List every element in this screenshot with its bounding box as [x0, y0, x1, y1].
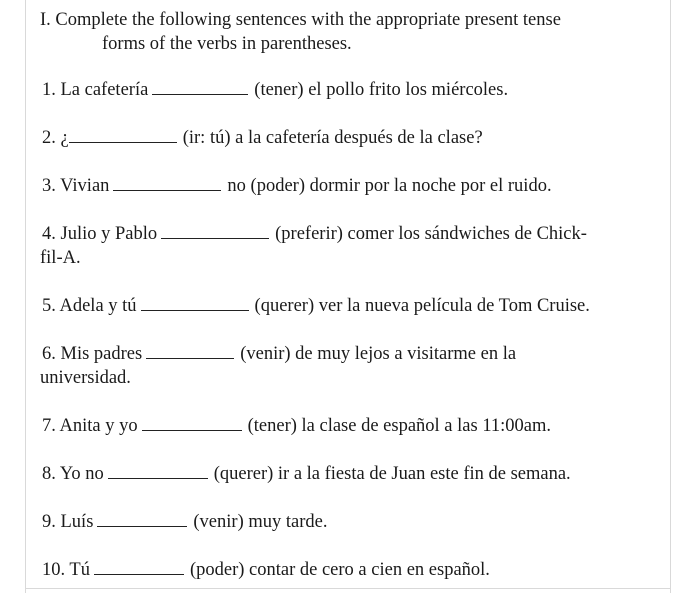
instructions-line-2: forms of the verbs in parentheses.	[102, 34, 352, 54]
item-suffix: (querer) ver la nueva película de Tom Cruise.	[254, 296, 590, 316]
answer-blank[interactable]	[152, 93, 248, 95]
item-suffix: (tener) el pollo frito los miércoles.	[254, 80, 509, 100]
page-border-right	[670, 0, 671, 593]
answer-blank[interactable]	[69, 141, 177, 143]
exercise-item-4-continuation: fil-A.	[40, 248, 81, 268]
answer-blank[interactable]	[141, 309, 249, 311]
item-prefix: 2. ¿	[42, 128, 69, 148]
exercise-item-4	[42, 222, 587, 246]
item-prefix: 3. Vivian	[42, 176, 110, 196]
item-suffix: (poder) contar de cero a cien en español.	[189, 560, 490, 580]
item-prefix: 8. Yo no	[42, 464, 104, 484]
answer-blank[interactable]	[113, 189, 221, 191]
page-border-bottom	[25, 588, 671, 589]
exercise-item-6-continuation: universidad.	[40, 368, 131, 388]
exercise-item-2	[42, 126, 483, 150]
exercise-item-10	[42, 558, 490, 582]
answer-blank[interactable]	[108, 477, 208, 479]
item-suffix: (querer) ir a la fiesta de Juan este fin de semana.	[213, 464, 571, 484]
page-border-left	[25, 0, 26, 593]
exercise-item-8	[42, 462, 571, 486]
item-prefix: 7. Anita y yo	[42, 416, 138, 436]
exercise-item-6	[42, 342, 516, 366]
item-prefix: 4. Julio y Pablo	[42, 224, 158, 244]
item-prefix: 9. Luís	[42, 512, 94, 532]
item-prefix: 10. Tú	[42, 560, 90, 580]
item-suffix: no (poder) dormir por la noche por el ruido.	[227, 176, 552, 196]
answer-blank[interactable]	[97, 525, 187, 527]
answer-blank[interactable]	[161, 237, 269, 239]
item-prefix: 1. La cafetería	[42, 80, 149, 100]
item-prefix: 5. Adela y tú	[42, 296, 137, 316]
item-suffix: (venir) de muy lejos a visitarme en la	[240, 344, 517, 364]
exercise-item-5	[42, 294, 590, 318]
answer-blank[interactable]	[94, 573, 184, 575]
item-suffix: (venir) muy tarde.	[193, 512, 328, 532]
item-prefix: 6. Mis padres	[42, 344, 143, 364]
instructions-line-1: I. Complete the following sentences with the appropriate present tense	[40, 10, 561, 30]
exercise-item-1	[42, 78, 508, 102]
item-suffix: (ir: tú) a la cafetería después de la clase?	[182, 128, 483, 148]
answer-blank[interactable]	[146, 357, 234, 359]
answer-blank[interactable]	[142, 429, 242, 431]
item-suffix: (tener) la clase de español a las 11:00am.	[247, 416, 552, 436]
instructions	[40, 8, 561, 56]
exercise-item-7	[42, 414, 551, 438]
item-suffix: (preferir) comer los sándwiches de Chick-	[275, 224, 587, 244]
exercise-item-3	[42, 174, 552, 198]
exercise-item-9	[42, 510, 327, 534]
